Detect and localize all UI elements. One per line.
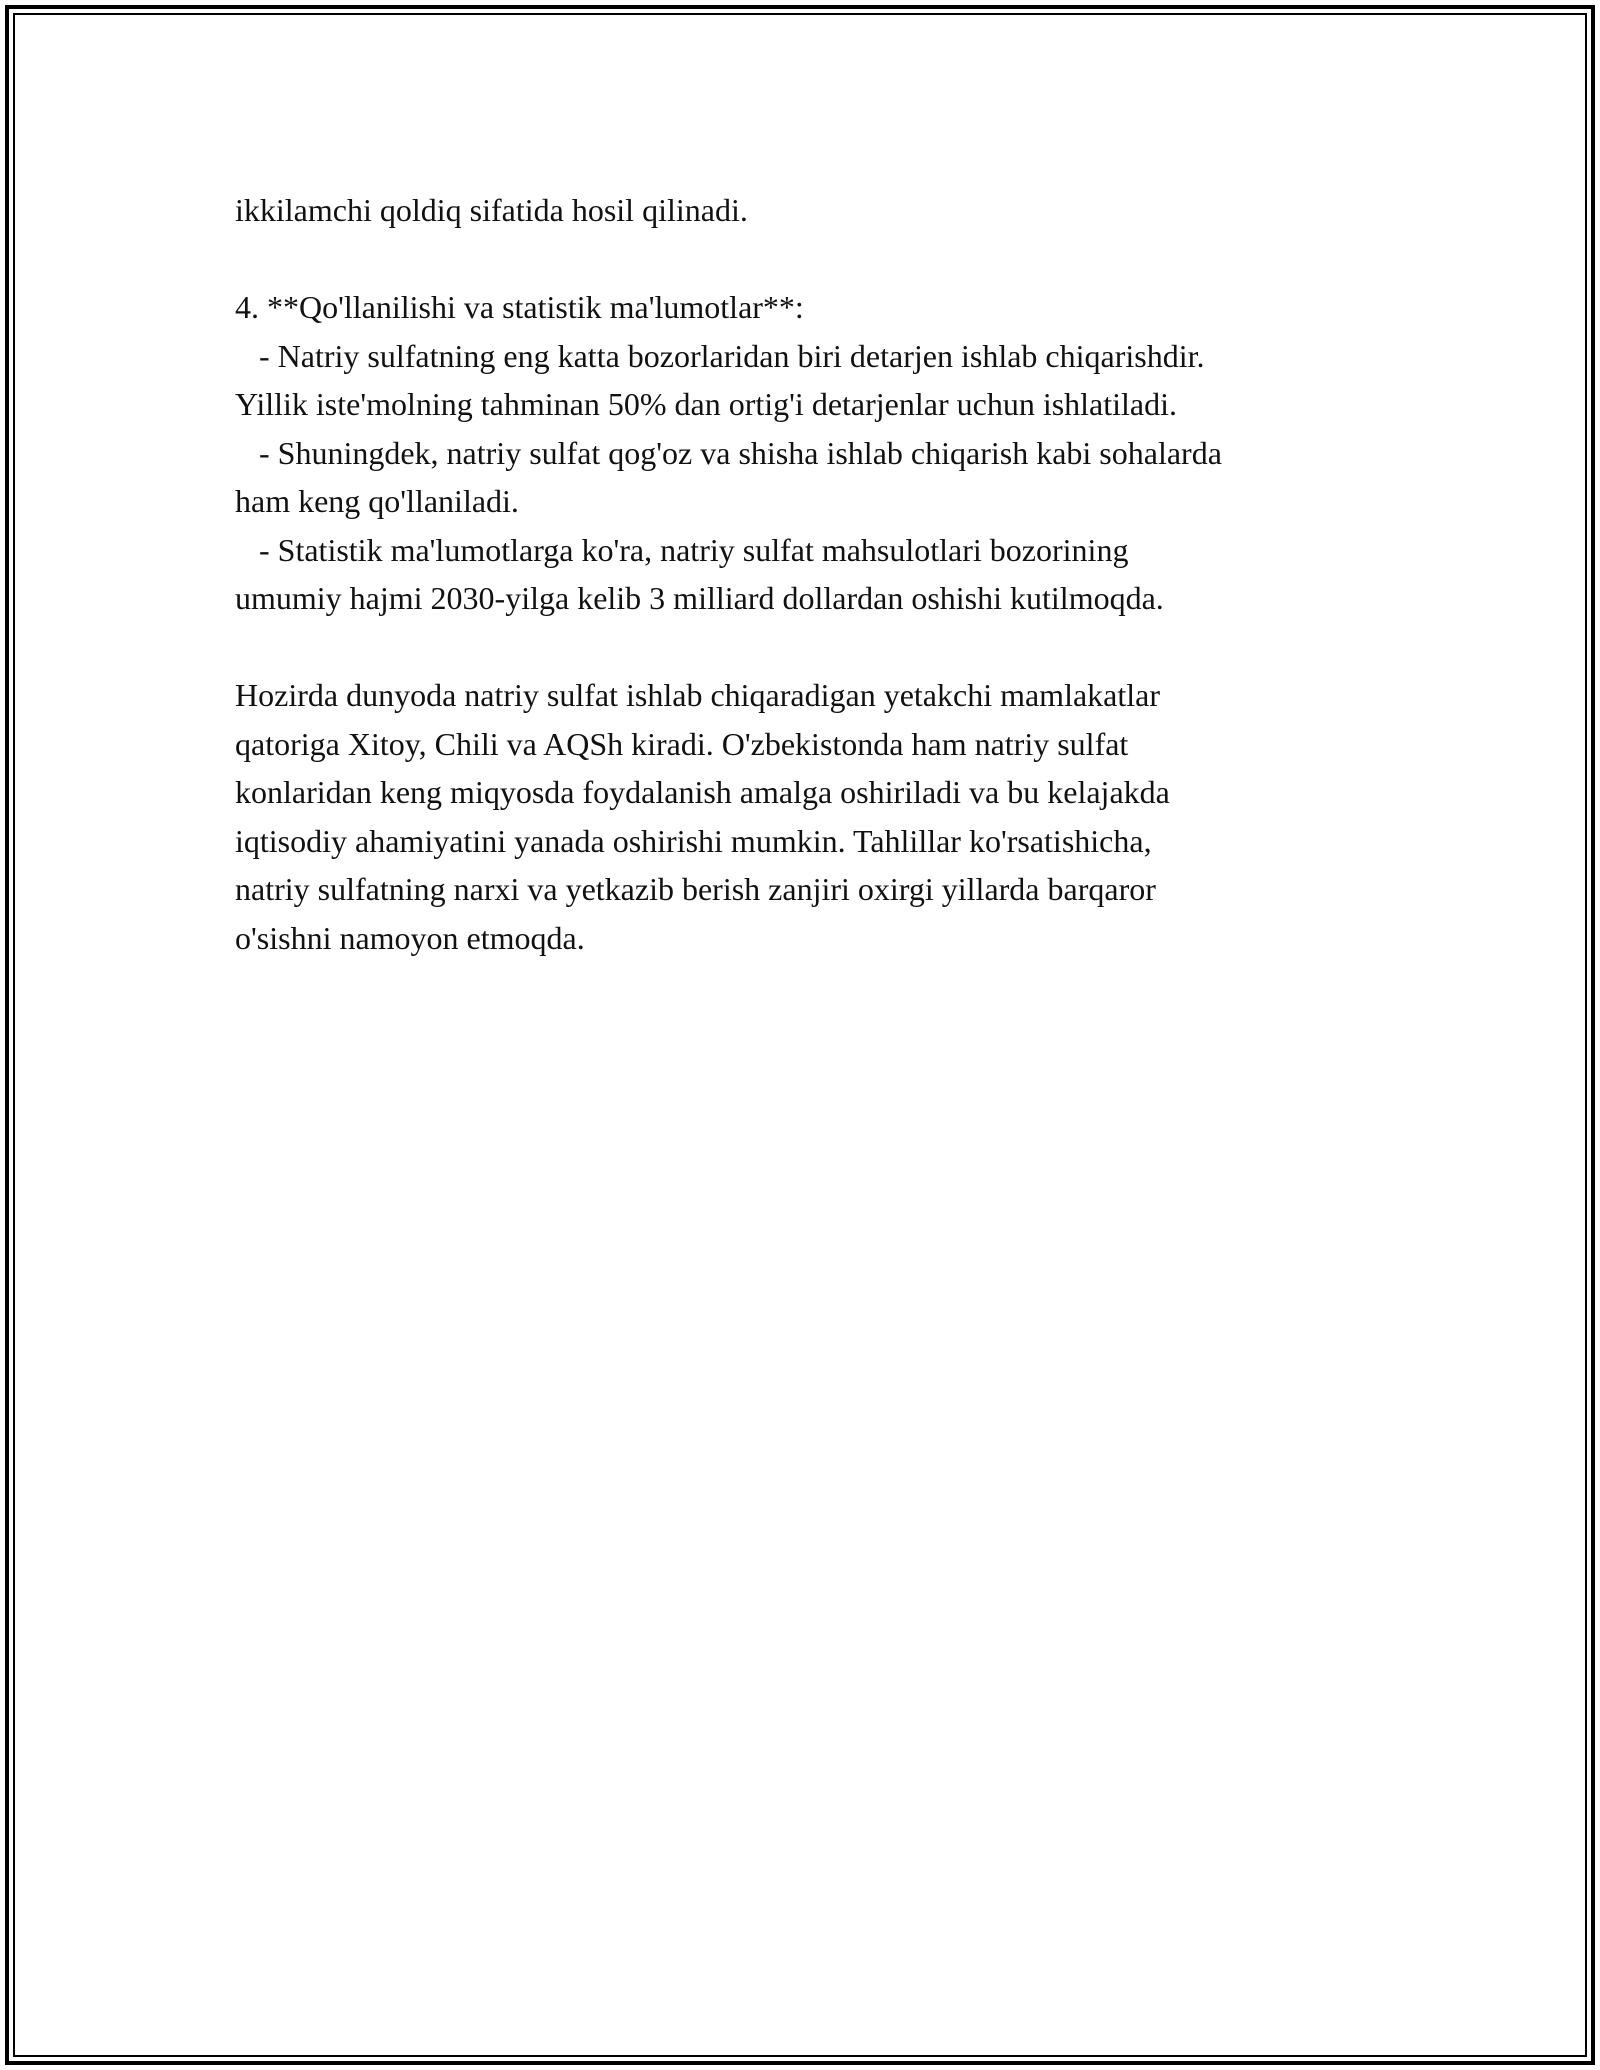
text-line: Hozirda dunyoda natriy sulfat ishlab chiqaradigan yetakchi mamlakatlar	[235, 677, 1160, 713]
list-item-line: umumiy hajmi 2030-yilga kelib 3 milliard dollardan oshishi kutilmoqda.	[235, 580, 1164, 616]
paragraph-gap	[235, 623, 1395, 672]
section-applications-statistics	[235, 283, 1395, 623]
document-body	[235, 186, 1395, 962]
list-item-line: Yillik iste'molning tahminan 50% dan ortig'i detarjenlar uchun ishlatiladi.	[235, 386, 1178, 422]
text-line: qatoriga Xitoy, Chili va AQSh kiradi. O'zbekistonda ham natriy sulfat	[235, 725, 1129, 762]
list-item-line: - Shuningdek, natriy sulfat qog'oz va shisha ishlab chiqarish kabi sohalarda	[235, 434, 1222, 471]
list-item-line: - Statistik ma'lumotlarga ko'ra, natriy sulfat mahsulotlari bozorining	[235, 531, 1129, 568]
list-item-line: ham keng qo'llaniladi.	[235, 483, 519, 519]
paragraph-gap	[235, 235, 1395, 284]
section-heading: 4. **Qo'llanilishi va statistik ma'lumotlar**:	[235, 289, 804, 325]
paragraph-continuation	[235, 186, 1395, 235]
text-line: o'sishni namoyon etmoqda.	[235, 919, 585, 956]
text-line: ikkilamchi qoldiq sifatida hosil qilinadi.	[235, 192, 748, 228]
text-line: konlaridan keng miqyosda foydalanish amalga oshiriladi va bu kelajakda	[235, 774, 1170, 810]
text-line: iqtisodiy ahamiyatini yanada oshirishi mumkin. Tahlillar ko'rsatishicha,	[235, 822, 1152, 859]
list-item-line: - Natriy sulfatning eng katta bozorlaridan biri detarjen ishlab chiqarishdir.	[235, 337, 1205, 374]
paragraph-producers	[235, 671, 1395, 962]
text-line: natriy sulfatning narxi va yetkazib berish zanjiri oxirgi yillarda barqaror	[235, 871, 1156, 907]
